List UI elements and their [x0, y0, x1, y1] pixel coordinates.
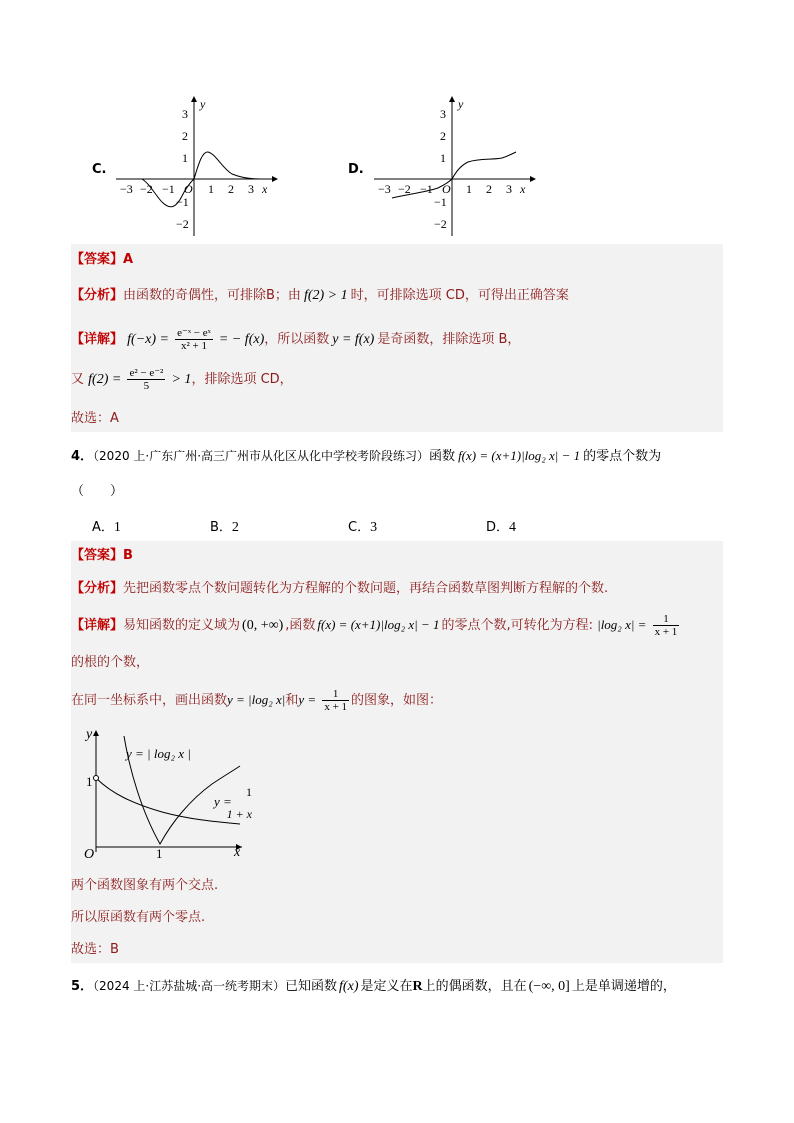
- x-axis-label: x: [262, 182, 268, 196]
- q4-analysis-row: [71, 580, 608, 598]
- analysis-tag: 【分析】: [71, 581, 124, 596]
- q3-analysis-row: [71, 287, 569, 305]
- y-tick: 1: [182, 151, 188, 165]
- detail-text: 易知函数的定义域为: [123, 618, 241, 633]
- q5-stem-text-2: 是定义在: [360, 979, 413, 994]
- y-tick: 3: [440, 107, 446, 121]
- y-tick: −2: [176, 217, 189, 231]
- x-axis-label: x: [520, 182, 526, 196]
- x-tick: −1: [162, 182, 175, 196]
- detail-f2-fraction: $\frac{\text{e² − e⁻²}}{5}$: [129, 367, 164, 392]
- detail-text: ，所以函数: [264, 332, 330, 347]
- q4-stem-formula: f(x) = (x+1)|log₂ x| − 1: [458, 448, 581, 463]
- x-tick: 3: [506, 182, 512, 196]
- q5-stem-text-3: 上的偶函数，且在: [422, 979, 527, 994]
- q3-answer-row: [71, 251, 133, 269]
- x-tick: 2: [228, 182, 234, 196]
- detail-func-2-fraction: $\frac{1}{x + 1}$: [324, 688, 348, 713]
- analysis-text: 先把函数零点个数问题转化为方程解的个数问题，再结合函数草图判断方程解的个数.: [123, 581, 609, 596]
- label-reciprocal-num: 1: [246, 785, 252, 799]
- x-tick: 1: [208, 182, 214, 196]
- detail-func-1: y = |log₂ x|: [227, 692, 286, 707]
- label-abs-log: y = | log₂ x |: [126, 746, 191, 761]
- q4-stem-text-2: 的零点个数为: [583, 449, 662, 464]
- q3-detail-row-2: [71, 366, 293, 394]
- q4-stem-text: 函数: [429, 449, 456, 464]
- detail-tag: 【详解】: [71, 618, 124, 633]
- option-c-label: C.: [92, 162, 107, 177]
- y-axis-label: y: [86, 727, 93, 742]
- detail-rhs: = − f(x): [218, 332, 265, 347]
- detail-f2-rhs: > 1: [171, 372, 192, 387]
- q3-detail-row: [71, 326, 520, 354]
- x-tick: 3: [248, 182, 254, 196]
- answer-tag: 【答案】: [71, 252, 124, 267]
- q5-fx: f(x): [339, 979, 359, 994]
- y-tick: −2: [434, 217, 447, 231]
- detail-fraction: $\frac{\text{e⁻ˣ − eˣ}}{\text{x² + 1}}$: [177, 327, 211, 352]
- detail-yfx: y = f(x): [332, 332, 375, 347]
- y-axis-label: y: [200, 97, 206, 111]
- q4-source: （2020 上·广东广州·高三广州市从化区从化中学校考阶段练习）: [93, 449, 430, 463]
- x-tick: −2: [398, 182, 411, 196]
- x-tick: −3: [120, 182, 133, 196]
- y-tick: 2: [440, 129, 446, 143]
- detail-text-2: ,函数: [285, 618, 316, 633]
- x-tick: 2: [486, 182, 492, 196]
- x-tick: −2: [140, 182, 153, 196]
- detail-text-2: 的图象，如图：: [351, 693, 443, 708]
- q5-stem-text-4: 上是单调递增的，: [571, 979, 676, 994]
- label-reciprocal-den: 1 + x: [226, 807, 252, 821]
- x-tick: 1: [466, 182, 472, 196]
- q4-choose: 故选：B: [71, 942, 119, 957]
- detail-text: 在同一坐标系中，画出函数: [71, 693, 228, 708]
- q4-number: 4．: [71, 449, 94, 464]
- q4-detail-root-count: 的根的个数，: [71, 655, 150, 670]
- q4-conclusion-2: 所以原函数有两个零点.: [71, 910, 206, 925]
- option-d-label: D.: [348, 162, 364, 177]
- detail-and: 和: [285, 693, 299, 708]
- q4-option-c[interactable]: C．3: [348, 520, 378, 535]
- q4-paren: （ ）: [71, 484, 124, 499]
- q5-R: R: [412, 979, 423, 994]
- origin-label: O: [442, 182, 451, 196]
- detail-formula: f(x) = (x+1)|log₂ x| − 1: [317, 617, 440, 632]
- q4-detail-row: [71, 611, 681, 640]
- y-tick-labels-d: [434, 97, 464, 231]
- detail-text-3: 的零点个数,可转化为方程:: [441, 618, 593, 633]
- answer-tag: 【答案】: [71, 548, 124, 563]
- q4-detail-draw-row: [71, 686, 442, 715]
- detail-eq-fraction: $\frac{1}{x + 1}$: [654, 613, 678, 638]
- q5-interval: (−∞, 0]: [528, 979, 570, 994]
- q4-option-b[interactable]: B．2: [210, 520, 239, 535]
- q5-stem-row: [71, 977, 676, 996]
- detail-domain: (0, +∞): [242, 618, 284, 633]
- y-tick-labels-c: [176, 97, 206, 231]
- detail-tag: 【详解】: [71, 332, 124, 347]
- q4-option-d[interactable]: D．4: [486, 520, 517, 535]
- q5-number: 5．: [71, 979, 94, 994]
- answer-value: A: [123, 252, 134, 267]
- y-axis-label: y: [458, 97, 464, 111]
- analysis-tag: 【分析】: [71, 288, 124, 303]
- detail-func-2: y =: [298, 692, 317, 707]
- q4-answer-row: [71, 547, 133, 565]
- y-tick: −1: [176, 195, 189, 209]
- origin-label: O: [84, 847, 95, 862]
- x-axis-label: x: [234, 845, 241, 860]
- analysis-text-2: 时，可排除选项 CD，可得出正确答案: [350, 288, 569, 303]
- q4-conclusion-1: 两个函数图象有两个交点.: [71, 878, 219, 893]
- detail-prefix: 又: [71, 372, 85, 387]
- detail-text-2: 是奇函数，排除选项 B，: [377, 332, 521, 347]
- q4-option-a[interactable]: A．1: [92, 520, 121, 535]
- analysis-formula: f(2) > 1: [303, 288, 348, 303]
- y-tick: 1: [440, 151, 446, 165]
- y-tick: 3: [182, 107, 188, 121]
- origin-label: O: [184, 182, 193, 196]
- x-tick: −3: [378, 182, 391, 196]
- q4-stem-row: [71, 447, 661, 466]
- x-tick-1: 1: [156, 846, 163, 861]
- y-tick: −1: [434, 195, 447, 209]
- answer-value: B: [123, 548, 133, 563]
- y-tick: 2: [182, 129, 188, 143]
- y-tick-1: 1: [86, 774, 93, 789]
- analysis-text: 由函数的奇偶性，可排除B；由: [123, 288, 301, 303]
- graph-option-c: [112, 96, 282, 241]
- detail-eq-lhs: |log₂ x| =: [597, 617, 647, 632]
- q5-source: （2024 上·江苏盐城·高一统考期末）: [93, 979, 286, 993]
- detail-f2-lhs: f(2) =: [88, 372, 122, 387]
- detail-lhs: f(−x) =: [127, 332, 169, 347]
- q4-graph: [72, 722, 252, 862]
- q5-stem-text: 已知函数: [285, 979, 338, 994]
- graph-option-d: [370, 96, 540, 241]
- detail-f2-text: ，排除选项 CD，: [191, 372, 293, 387]
- x-tick: −1: [420, 182, 433, 196]
- label-reciprocal-prefix: y =: [214, 794, 232, 809]
- q3-choose: 故选：A: [71, 411, 119, 426]
